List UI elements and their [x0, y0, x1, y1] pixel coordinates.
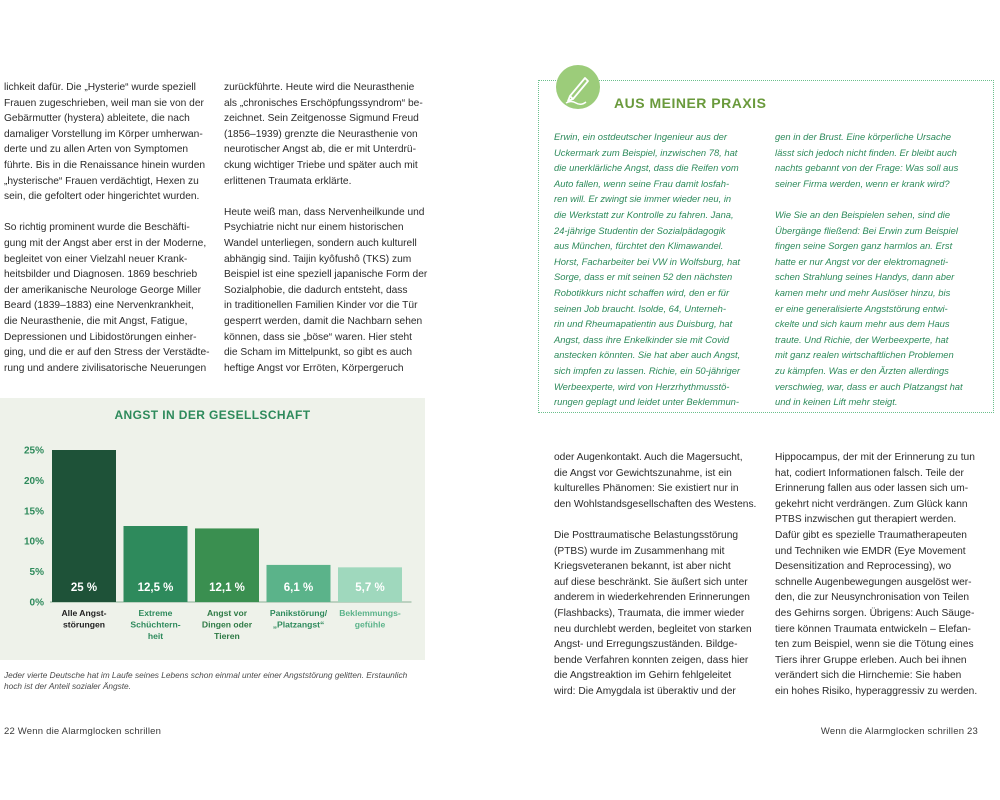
category-label: Schüchtern- — [130, 619, 181, 630]
paragraph — [554, 450, 759, 512]
text-line: Wie Sie an den Beispielen sehen, sind die — [775, 208, 951, 220]
text-line: kulturelles Phänomen: Sie existiert nur in — [554, 483, 739, 495]
text-line: heitsbilder und Diagnosen. 1869 beschrieb — [4, 269, 198, 281]
category-label: Panikstörung/ — [269, 608, 328, 618]
text-line: heftige Angst vor Erröten, Körpergeruch — [224, 362, 404, 374]
paragraph — [775, 207, 980, 410]
category-label: Tieren — [214, 631, 240, 641]
left-column-2 — [224, 80, 428, 376]
text-line: Übergänge fließend: Bei Erwin zum Beispiel — [775, 224, 958, 236]
paragraph — [224, 80, 424, 189]
text-line: Heute weiß man, dass Nervenheilkunde und — [224, 206, 425, 218]
text-line: er eine generalisierte Angststörung entwi- — [775, 302, 948, 314]
y-tick-label: 5% — [29, 567, 44, 579]
text-line: anderem in wiederkehrenden Erinnerungen — [554, 592, 750, 604]
text-line: schnelle Augenbewegungen ausgelöst wer- — [775, 576, 972, 588]
text-line: Beard (1839–1883) eine Nervenkrankheit, — [4, 300, 194, 312]
text-line: den, die zur Neusynchronisation von Teilen — [775, 592, 970, 604]
text-line: hat, codiert Informationen falsch. Teile der — [775, 467, 964, 479]
right-page-footer: Wenn die Alarmglocken schrillen 23 — [820, 726, 978, 737]
text-line: zurückführte. Heute wird die Neurasthenie — [224, 82, 415, 93]
text-line: hatte er nur Angst vor der elektromagneti- — [775, 255, 949, 267]
text-line: „hysterische“ Frauen verdächtigt, Hexen zu — [4, 175, 199, 187]
text-line: fingen seine Sorgen ganz harmlos an. Erst — [775, 240, 953, 252]
text-line: und Techniken wie EMDR (Eye Movement — [775, 545, 966, 557]
paragraph — [554, 129, 759, 410]
text-line: rungen geplagt und leidet unter Beklemmun- — [554, 396, 740, 408]
text-line: des Gehirns sorgen. Übrigens: Auch Säuge- — [775, 607, 975, 619]
text-line: Wandel unterliegen, sondern auch kulturell — [224, 237, 417, 249]
text-line: abhängig sind. Taijin kyôfushô (TKS) zum — [224, 253, 412, 265]
paragraph — [4, 80, 204, 205]
category-label: störungen — [62, 619, 106, 630]
text-line: ein hohes Risiko, hyperaggressiv zu werden. — [775, 685, 978, 697]
text-line: begleitet von einer Vielzahl neuer Krank- — [4, 253, 188, 265]
text-line: Depressionen und Libidostörungen einher- — [4, 331, 197, 343]
bar-value-label: 12,5 % — [137, 582, 174, 594]
text-line: Psychiatrie nicht nur einem historischen — [224, 222, 404, 234]
text-line: oder Augenkontakt. Auch die Magersucht, — [554, 452, 743, 463]
text-line: anstecken könnten. Sie hat aber auch Angst, — [554, 349, 741, 361]
text-line: rin und Rheumapatientin aus Duisburg, hat — [554, 318, 733, 330]
category-label: Extreme — [138, 608, 173, 618]
text-line: Hippocampus, der mit der Erinnerung zu tun — [775, 452, 975, 463]
bar — [52, 450, 116, 602]
text-line: die unerklärliche Angst, dass die Reifen vom — [554, 162, 739, 174]
practice-column-1 — [554, 129, 759, 425]
chart-panel — [0, 398, 425, 660]
text-line: ckelte und sich kaum mehr aus dem Haus — [775, 318, 950, 330]
paragraph — [775, 450, 980, 700]
right-column-1 — [554, 450, 759, 700]
text-line: neurotischer Angst ab, die er mit Unterdrü- — [224, 144, 416, 156]
bar-chart — [0, 398, 425, 660]
text-line: mit ganz realen wirtschaftlichen Problemen — [775, 349, 954, 361]
text-line: auf diese beschränkt. Sie äußert sich unter — [554, 576, 748, 588]
text-line: gung mit der Angst aber erst in der Moderne, — [4, 237, 207, 249]
text-line: ren will. Er zwingt sie immer wieder neu, in — [554, 193, 732, 205]
text-line: Robotikkurs nicht schaffen wird, den er für — [554, 286, 730, 298]
text-line: in traditionellen Familien Kinder vor die Tür — [224, 300, 418, 312]
text-line: Horst, Facharbeiter bei VW in Wolfsburg, hat — [554, 255, 741, 267]
category-label: Alle Angst- — [61, 608, 107, 618]
text-line: rung und andere zivilisatorische Neuerungen — [4, 362, 207, 374]
text-line: sich impfen zu lassen. Richie, ein 50-jähriger — [554, 364, 741, 376]
chart-caption: Jeder vierte Deutsche hat im Laufe seines Lebens schon einmal unter einer Angststörung gelitten. Erstaunlich hoch ist der Anteil sozialer Ängste. — [4, 670, 408, 691]
text-line: (PTBS) wurde im Zusammenhang mit — [554, 545, 725, 557]
text-line: den Wohlstandsgesellschaften des Westens. — [554, 498, 757, 510]
text-line: damaliger Vorstellung im Körper umherwan- — [4, 128, 203, 140]
text-line: Beispiel ist eine speziell japanische Form der — [224, 269, 428, 281]
text-line: neu durchlebt werden, begleitet von starken — [554, 623, 752, 635]
paragraph — [224, 205, 428, 377]
text-line: ckung wichtiger Triebe und später auch mit — [224, 159, 418, 171]
category-label: Beklemmungs- — [339, 608, 401, 618]
text-line: lässt sich jedoch nicht finden. Er bleibt auch — [775, 146, 957, 158]
practice-title: AUS MEINER PRAXIS — [614, 95, 767, 111]
category-label: gefühle — [354, 619, 386, 630]
text-line: zu kämpfen. Was er den Ärzten allerdings — [775, 364, 949, 376]
pen-icon — [556, 65, 600, 109]
practice-column-2 — [775, 129, 980, 425]
category-label: Angst vor — [206, 608, 248, 618]
text-line: erlittenen Traumata erklärte. — [224, 175, 352, 187]
text-line: verändert sich die Hirnchemie: Sie haben — [775, 670, 962, 682]
category-label: „Platzangst“ — [272, 619, 325, 630]
text-line: Angst- und Erregungszuständen. Bildge- — [554, 639, 738, 651]
text-line: sein, die gefoltert oder hingerichtet wurden. — [4, 191, 200, 203]
text-line: schen Strahlung seines Handys, dann aber — [775, 271, 955, 283]
text-line: gekehrt nicht verdrängen. Zum Glück kann — [775, 498, 968, 510]
left-page-footer: 22 Wenn die Alarmglocken schrillen — [4, 726, 162, 737]
text-line: Sorge, dass er mit seinen 52 den nächsten — [554, 271, 733, 283]
text-line: Dafür gibt es spezielle Traumatherapeuten — [775, 529, 967, 541]
text-line: führte. Bis in die Renaissance hinein wurden — [4, 159, 206, 171]
text-line: seinen Job braucht. Isolde, 64, Unterneh- — [554, 302, 726, 314]
text-line: gen in der Brust. Eine körperliche Ursache — [775, 131, 952, 142]
bar-value-label: 25 % — [70, 582, 98, 594]
text-line: zeichnet. Sein Zeitgenosse Sigmund Freud — [224, 113, 419, 125]
text-line: und in keinen Lift mehr steigt. — [775, 396, 898, 408]
text-line: PTBS inzwischen gut therapiert werden. — [775, 514, 957, 526]
text-line: Desensitization and Reprocessing), wo — [775, 561, 952, 573]
bar-value-label: 12,1 % — [209, 582, 245, 594]
text-line: derte und zu allen Arten von Symptomen — [4, 144, 189, 156]
text-line: können, dass sie „böse“ waren. Hier steht — [224, 331, 412, 343]
category-label: heit — [147, 631, 164, 641]
y-tick-label: 20% — [23, 475, 44, 487]
text-line: seiner Firma werden, wenn er krank wird? — [775, 177, 950, 189]
text-line: 24-jährige Studentin der Sozialpädagogik — [554, 224, 726, 236]
text-line: die Scham im Mittelpunkt, so gibt es auch — [224, 347, 412, 359]
paragraph — [775, 129, 980, 191]
text-line: Kriegsveteranen bekannt, ist aber nicht — [554, 561, 731, 573]
text-line: Frauen zugeschrieben, weil man sie von der — [4, 97, 204, 109]
text-line: ging, und die er auf den Stress der Verstädte- — [4, 347, 210, 359]
text-line: (1856–1939) grenzte die Neurasthenie von — [224, 128, 418, 140]
y-tick-label: 10% — [23, 536, 44, 548]
text-line: Gebärmutter (hystera) ableitete, die nach — [4, 113, 190, 125]
text-line: Auto fallen, wenn seine Frau damit losfah- — [554, 177, 730, 189]
text-line: Angst, dass ihre Enkelkinder sie mit Covid — [554, 333, 730, 345]
y-tick-label: 25% — [23, 445, 44, 457]
text-line: aus München, fürchtet den Klimawandel. — [554, 240, 724, 252]
category-label: Dingen oder — [201, 619, 253, 630]
text-line: wird: Die Amygdala ist überaktiv und der — [554, 685, 736, 697]
right-column-2 — [775, 450, 980, 700]
chart-title: ANGST IN DER GESELLSCHAFT — [114, 408, 311, 422]
paragraph — [554, 528, 759, 700]
text-line: (Flashbacks), Traumata, die immer wieder — [554, 607, 745, 619]
text-line: Erwin, ein ostdeutscher Ingenieur aus der — [554, 131, 728, 142]
text-line: die Angst vor Gewichtszunahme, ist ein — [554, 467, 732, 479]
text-line: Uckermark zum Beispiel, inzwischen 78, hat — [554, 146, 738, 158]
text-line: tiere können Traumata entwickeln – Elefan- — [775, 623, 971, 635]
text-line: Sozialphobie, die dadurch entsteht, dass — [224, 284, 408, 296]
text-line: als „chronisches Erschöpfungssyndrom“ be- — [224, 97, 423, 109]
bar-value-label: 5,7 % — [355, 582, 385, 594]
text-line: die Neurasthenie, die mit Angst, Fatigue, — [4, 315, 188, 327]
bar-value-label: 6,1 % — [283, 582, 314, 594]
text-line: So richtig prominent wurde die Beschäfti- — [4, 222, 190, 234]
text-line: verschwieg, war, dass er auch Platzangst hat — [775, 380, 963, 392]
text-line: ten zum Beispiel, wenn sie die Tötung eines — [775, 639, 974, 651]
text-line: Erinnerung fallen aus oder lassen sich um- — [775, 483, 969, 495]
text-line: die Werkstatt zur Kontrolle zu fahren. Jana, — [554, 208, 734, 220]
text-line: nachts gebannt von der Frage: Was soll aus — [775, 162, 959, 174]
paragraph — [4, 220, 210, 376]
y-tick-label: 15% — [23, 506, 44, 518]
text-line: traute. Und Richie, der Werbeexperte, hat — [775, 333, 949, 345]
text-line: Die Posttraumatische Belastungsstörung — [554, 529, 739, 541]
text-line: gesperrt werden, damit die Nachbarn sehen — [224, 315, 423, 327]
text-line: der amerikanische Neurologe George Miller — [4, 284, 202, 296]
text-line: lichkeit dafür. Die „Hysterie“ wurde speziell — [4, 82, 196, 93]
text-line: bende Verfahren konnten zeigen, dass hier — [554, 654, 749, 666]
y-tick-label: 0% — [29, 597, 44, 609]
left-column-1 — [4, 80, 210, 376]
text-line: die Angstreaktion im Gehirn fehlgeleitet — [554, 670, 732, 682]
text-line: Werbeexperte, wird von Herzrhythmusstö- — [554, 380, 730, 392]
text-line: kamen mehr und mehr Auslöser hinzu, bis — [775, 286, 951, 298]
text-line: Tiers ihrer Gruppe erleben. Auch bei ihnen — [775, 654, 967, 666]
